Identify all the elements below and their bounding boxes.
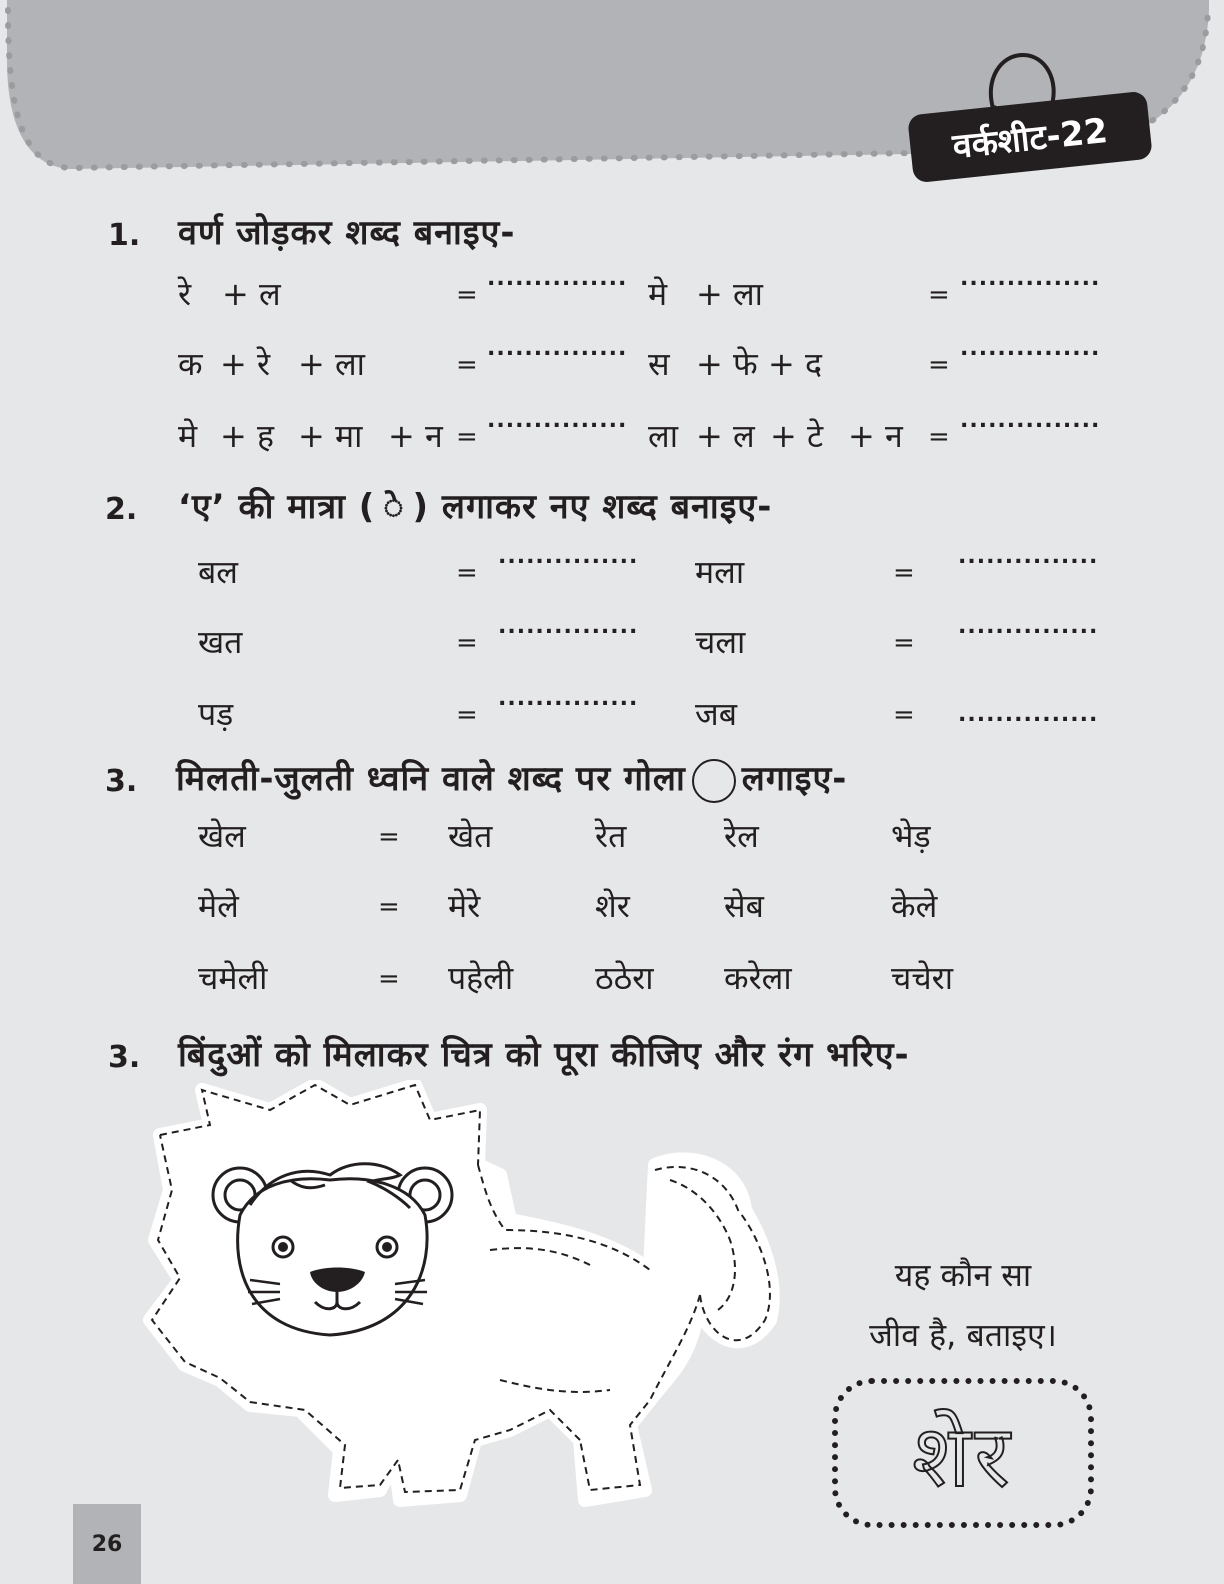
q2-r2-left: खत — [198, 623, 243, 661]
q3-r2-opt2[interactable]: शेर — [595, 887, 630, 925]
q3-r1-word: खेल — [198, 817, 246, 855]
q2-r3-right: जब — [695, 695, 738, 733]
q3-r2-opt1[interactable]: मेरे — [448, 887, 481, 925]
q3-r3-opt4[interactable]: चचेरा — [891, 959, 954, 997]
q1-r3-r-c: + टे — [770, 417, 824, 455]
q2-matra-sign: े — [383, 487, 405, 527]
q2-r1-r-eq: = — [893, 558, 915, 588]
q3-r1-opt3[interactable]: रेल — [724, 817, 759, 855]
q3-r2-word: मेले — [198, 887, 239, 925]
q1-r2-l-b: + रे — [220, 345, 271, 383]
worksheet-label: वर्कशीट-22 — [950, 110, 1110, 168]
q3-r1-opt4[interactable]: भेड़ — [891, 817, 931, 855]
q3-title — [176, 754, 847, 803]
q1-r1-l-eq: = — [456, 280, 478, 310]
q4-number: 3. — [108, 1040, 141, 1075]
q3-r3-opt3[interactable]: करेला — [724, 959, 792, 997]
q1-r3-r-b: + ल — [696, 417, 755, 455]
q3-r3-eq: = — [378, 964, 400, 994]
answer-box[interactable] — [832, 1378, 1094, 1528]
q1-r2-l-eq: = — [456, 350, 478, 380]
q2-r3-r-eq: = — [893, 700, 915, 730]
q1-r3-l-a: मे — [178, 417, 198, 455]
q1-r3-r-d: + न — [848, 417, 903, 455]
q1-r3-l-eq: = — [456, 422, 478, 452]
q2-r1-l-eq: = — [456, 558, 478, 588]
circle-icon — [692, 759, 736, 803]
q2-r2-l-eq: = — [456, 628, 478, 658]
q3-r1-opt2[interactable]: रेत — [595, 817, 627, 855]
q2-title — [178, 482, 772, 528]
q1-r1-l-b: + ल — [222, 275, 281, 313]
q1-r3-l-blank[interactable]: ............... — [487, 408, 628, 433]
q1-r3-r-a: ला — [648, 417, 678, 455]
page-number: 26 — [91, 1531, 123, 1557]
q2-r2-l-blank[interactable]: ............... — [498, 614, 639, 639]
q2-r1-l-blank[interactable]: ............... — [498, 544, 639, 569]
q1-r3-r-blank[interactable]: ............... — [960, 408, 1101, 433]
q2-title-end: ) लगाकर नए शब्द बनाइए- — [412, 487, 773, 527]
q1-r2-l-c: + ला — [298, 345, 365, 383]
q1-r2-r-a: स — [648, 345, 670, 383]
side-question-line2: जीव है, बताइए। — [869, 1316, 1057, 1354]
lion-silhouette — [150, 1085, 773, 1500]
q2-r1-right: मला — [695, 553, 745, 591]
q1-r2-r-blank[interactable]: ............... — [960, 336, 1101, 361]
answer-trace-word: शेर — [912, 1406, 1014, 1507]
q1-r1-r-a: मे — [648, 275, 668, 313]
q4-title: बिंदुओं को मिलाकर चित्र को पूरा कीजिए और रंग भरिए- — [178, 1035, 910, 1075]
q1-r1-r-eq: = — [928, 280, 950, 310]
q1-r3-l-c: + मा — [298, 417, 363, 455]
q2-r3-l-eq: = — [456, 700, 478, 730]
q3-r3-word: चमेली — [198, 959, 268, 997]
q2-r2-r-blank[interactable]: ............... — [958, 614, 1099, 639]
q3-r2-eq: = — [378, 892, 400, 922]
q2-number: 2. — [105, 492, 138, 527]
q2-r1-left: बल — [198, 553, 238, 591]
q1-r2-l-blank[interactable]: ............... — [487, 336, 628, 361]
q3-r2-opt3[interactable]: सेब — [724, 887, 764, 925]
side-question-line1: यह कौन सा — [894, 1256, 1032, 1294]
q2-r3-l-blank[interactable]: ............... — [498, 686, 639, 711]
q3-number: 3. — [105, 764, 138, 799]
q3-r2-opt4[interactable]: केले — [891, 887, 938, 925]
q1-r3-l-b: + ह — [220, 417, 274, 455]
q1-r3-l-d: + न — [388, 417, 443, 455]
q1-r1-r-b: + ला — [696, 275, 763, 313]
q1-r1-l-blank[interactable]: ............... — [487, 266, 628, 291]
q2-title-start: ‘ए’ की मात्रा ( — [178, 487, 376, 527]
q1-number: 1. — [108, 218, 141, 253]
q2-r3-left: पड़ — [198, 695, 234, 733]
q2-r1-r-blank[interactable]: ............... — [958, 544, 1099, 569]
q1-r1-l-a: रे — [178, 275, 192, 313]
q3-title-end: लगाइए- — [741, 759, 848, 799]
lion-illustration[interactable] — [140, 1080, 820, 1520]
q1-r2-r-c: + द — [768, 345, 822, 383]
q2-r3-r-blank[interactable]: ............... — [958, 702, 1099, 727]
q1-r2-l-a: क — [178, 345, 203, 383]
q3-r1-eq: = — [378, 822, 400, 852]
side-question — [848, 1245, 1078, 1365]
q1-r2-r-eq: = — [928, 350, 950, 380]
q3-title-start: मिलती-जुलती ध्वनि वाले शब्द पर गोला — [176, 759, 686, 799]
q2-r2-r-eq: = — [893, 628, 915, 658]
q1-r3-r-eq: = — [928, 422, 950, 452]
q1-r1-r-blank[interactable]: ............... — [960, 266, 1101, 291]
page-number-box — [73, 1504, 141, 1584]
q3-r3-opt2[interactable]: ठठेरा — [595, 959, 654, 997]
q3-r1-opt1[interactable]: खेत — [448, 817, 493, 855]
q2-r2-right: चला — [695, 623, 746, 661]
q1-title: वर्ण जोड़कर शब्द बनाइए- — [178, 213, 516, 253]
q3-r3-opt1[interactable]: पहेली — [448, 959, 514, 997]
q1-r2-r-b: + फे — [696, 345, 758, 383]
